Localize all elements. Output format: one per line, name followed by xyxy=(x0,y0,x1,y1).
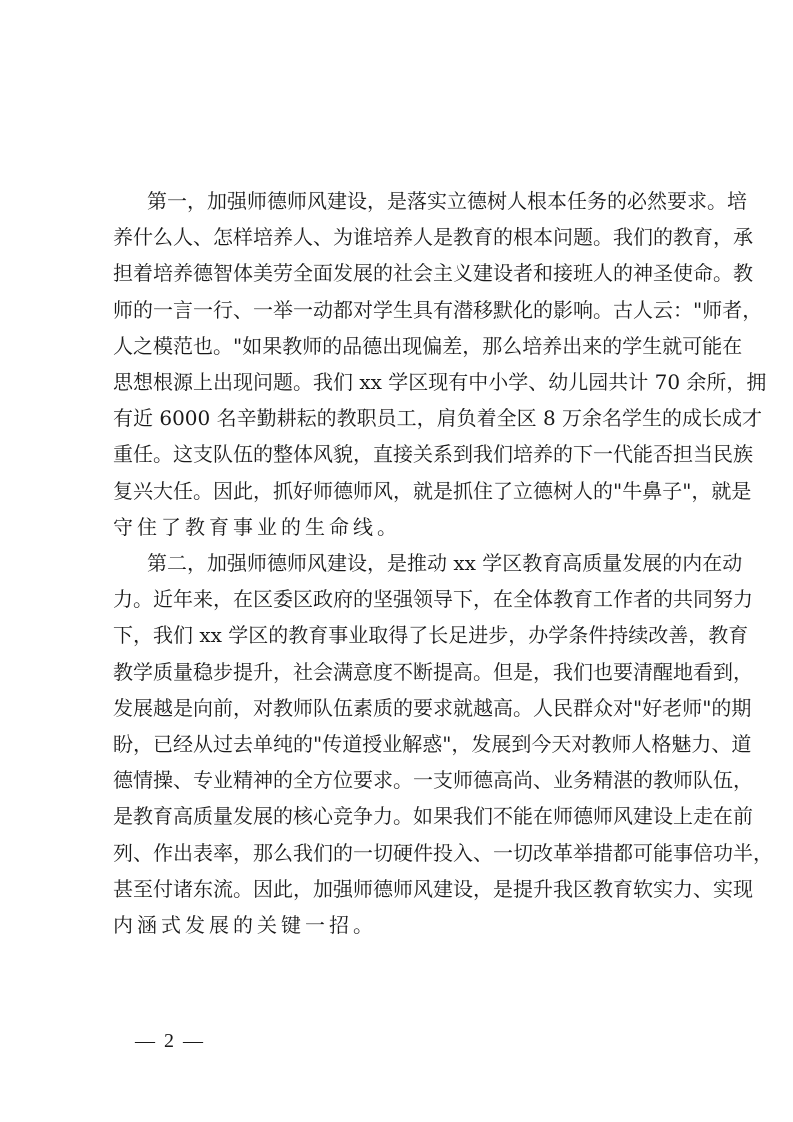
paragraph-2 xyxy=(113,548,773,946)
text-line: 下，我们 xx 学区的教育事业取得了长足进步，办学条件持续改善，教育 xyxy=(113,623,749,648)
text-line: 复兴大任。因此，抓好师德师风，就是抓住了立德树人的"牛鼻子"，就是 xyxy=(113,478,752,503)
text-line: 发展越是向前，对教师队伍素质的要求就越高。人民群众对"好老师"的期 xyxy=(113,695,752,720)
text-line: 力。近年来，在区委区政府的坚强领导下，在全体教育工作者的共同努力 xyxy=(113,587,753,612)
paragraph-1 xyxy=(113,186,767,548)
text-line: 德情操、专业精神的全方位要求。一支师德高尚、业务精湛的教师队伍， xyxy=(113,768,753,793)
text-line: 守住了教育事业的生命线。 xyxy=(113,514,401,539)
text-line: 思想根源上出现问题。我们 xx 学区现有中小学、幼儿园共计 70 余所，拥 xyxy=(113,369,767,394)
text-line: 人之模范也。"如果教师的品德出现偏差，那么培养出来的学生就可能在 xyxy=(113,333,743,358)
text-line: 担着培养德智体美劳全面发展的社会主义建设者和接班人的神圣使命。教 xyxy=(113,261,753,286)
page-number: — 2 — xyxy=(135,1030,205,1052)
text-line: 有近 6000 名辛勤耕耘的教职员工，肩负着全区 8 万余名学生的成长成才 xyxy=(113,406,763,431)
text-line: 第二，加强师德师风建设，是推动 xx 学区教育高质量发展的内在动 xyxy=(147,551,743,575)
text-line: 甚至付诸东流。因此，加强师德师风建设，是提升我区教育软实力、实现 xyxy=(113,876,753,901)
text-line: 第一，加强师德师风建设，是落实立德树人根本任务的必然要求。培 xyxy=(147,189,747,213)
text-line: 重任。这支队伍的整体风貌，直接关系到我们培养的下一代能否担当民族 xyxy=(113,442,753,467)
text-line: 列、作出表率，那么我们的一切硬件投入、一切改革举措都可能事倍功半， xyxy=(113,840,773,865)
text-line: 养什么人、怎样培养人、为谁培养人是教育的根本问题。我们的教育，承 xyxy=(113,225,753,250)
text-line: 盼，已经从过去单纯的"传道授业解惑"，发展到今天对教师人格魅力、道 xyxy=(113,731,752,756)
text-line: 教学质量稳步提升，社会满意度不断提高。但是，我们也要清醒地看到， xyxy=(113,659,753,684)
text-line: 内涵式发展的关键一招。 xyxy=(113,912,377,937)
text-line: 师的一言一行、一举一动都对学生具有潜移默化的影响。古人云："师者， xyxy=(113,297,763,322)
text-line: 是教育高质量发展的核心竞争力。如果我们不能在师德师风建设上走在前 xyxy=(113,804,753,829)
